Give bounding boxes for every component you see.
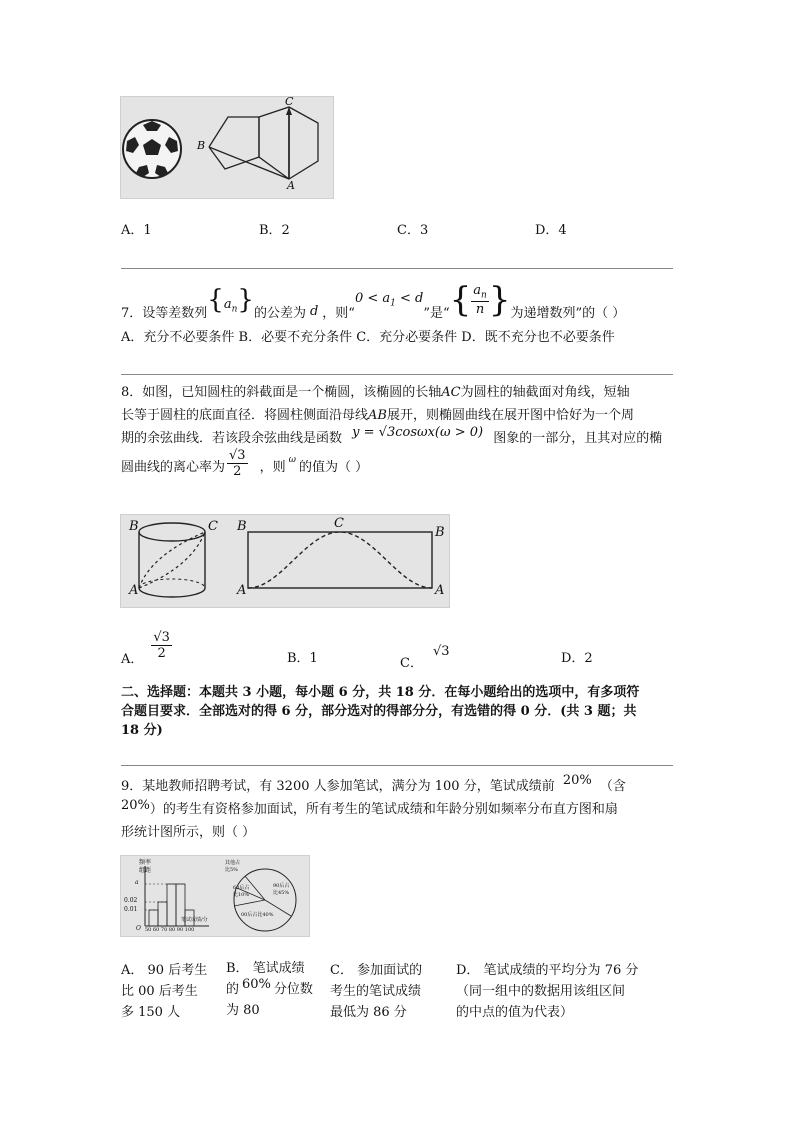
q6-option-c: C．3 <box>397 223 429 238</box>
q6-option-a: A．1 <box>121 223 152 238</box>
fig-label-a2: A <box>237 583 247 598</box>
hist-bar-70-80 <box>167 884 176 926</box>
seq-an: $\{a_n\}$ <box>207 285 254 315</box>
cylinder-unroll-diagram <box>121 515 449 607</box>
q7-options: A．充分不必要条件 B．必要不充分条件 C．充分必要条件 D．既不充分也不必要条件 <box>121 330 615 345</box>
hist-bar-50-60 <box>149 910 158 926</box>
soccer-polyhedron-diagram <box>121 97 333 198</box>
pie-60: 60后占 <box>233 885 250 891</box>
hist-bar-60-70 <box>158 902 167 926</box>
seq-an-over-n: { $\frac{a_n}{n}$ } <box>449 280 511 320</box>
hist-xticks: 50 60 70 80 90 100 <box>145 927 195 933</box>
fig-label-b2: B <box>237 519 247 534</box>
q8-line-2: 长等于圆柱的底面直径．将圆柱侧面沿母线AB展开，则椭圆曲线在展开图中恰好为一个周 <box>121 408 634 423</box>
q8-option-b: B．1 <box>287 651 318 666</box>
hist-y2: 0.01 <box>124 906 138 913</box>
q9-line-3: 形统计图所示，则（ ） <box>121 825 256 840</box>
q8-option-c: C．√3 <box>400 644 450 671</box>
label-a: A <box>287 179 295 192</box>
q6-option-b: B．2 <box>259 223 290 238</box>
fig-label-a3: A <box>435 583 445 598</box>
q8-option-a: A． $\frac{√3}{2}$ <box>121 630 170 667</box>
section2-line-1: 二、选择题：本题共 3 小题，每小题 6 分，共 18 分．在每小题给出的选项中，有多项符 <box>121 685 640 700</box>
q8-line-4: 圆曲线的离心率为 $\frac{√3}{2}$ ，则 ω 的值为（ ） <box>121 448 369 479</box>
fig-label-c2: C <box>334 516 344 531</box>
q8-line-1: 8．如图，已知圆柱的斜截面是一个椭圆，该椭圆的长轴AC为圆柱的轴截面对角线，短轴 <box>121 385 630 400</box>
section2-line-3: 18 分) <box>121 723 163 738</box>
pie-90-pct: 比45% <box>273 890 290 896</box>
divider <box>121 374 673 375</box>
q9-line-1: 9．某地教师招聘考试，有 3200 人参加笔试，满分为 100 分，笔试成绩前 20% （含 <box>121 773 626 794</box>
divider <box>121 765 673 766</box>
q6-figure <box>120 96 334 199</box>
q7-stem: 7．设等差数列 $\{a_n\}$ 的公差为 d ，则“ $0 < a_1 < d$ ”是“ { $\frac{a_n}{n}$ } 为递增数列”的（ ） <box>121 280 626 321</box>
q6-option-d: D．4 <box>535 223 567 238</box>
pie-other: 其他占 <box>225 860 241 866</box>
pie-90: 90后占 <box>273 883 290 889</box>
q9-option-b: B． 笔试成绩 的 60% 分位数 为 80 <box>226 961 313 1018</box>
q8-line-3: 期的余弦曲线．若该段余弦曲线是函数 y = √3cosωx(ω > 0) 图象的一部分，且其对应的椭 <box>121 425 663 446</box>
q9-option-c: C． 参加面试的 考生的笔试成绩 最低为 86 分 <box>330 963 423 1020</box>
fig-label-c: C <box>208 519 218 534</box>
hist-ylabel-2: 组距 <box>139 867 152 874</box>
fig-label-b3: B <box>435 525 445 540</box>
q9-option-d: D． 笔试成绩的平均分为 76 分 （同一组中的数据用该组区间 的中点的值为代表） <box>456 963 639 1020</box>
fig-label-b: B <box>129 519 139 534</box>
q8-figure <box>120 514 450 608</box>
hist-xlabel: 笔试成绩/分 <box>181 917 208 923</box>
eccentricity: $\frac{√3}{2}$ <box>229 448 246 479</box>
fig-label-a: A <box>129 583 139 598</box>
pie-other-pct: 比5% <box>225 867 238 873</box>
q9-line-2: 20%）的考生有资格参加面试，所有考生的笔试成绩和年龄分别如频率分布直方图和扇 <box>121 798 618 817</box>
condition: $0 < a_1 < d$ <box>354 291 424 309</box>
label-b: B <box>197 139 206 152</box>
label-c: C <box>285 95 294 108</box>
q8-option-d: D．2 <box>561 651 593 666</box>
q9-option-a: A． 90 后考生 比 00 后考生 多 150 人 <box>121 963 208 1020</box>
hist-y1: 0.02 <box>124 897 138 904</box>
pie-60-pct: 比10% <box>233 892 250 898</box>
hist-ylabel-1: 频率 <box>139 859 152 866</box>
hist-origin: O <box>136 925 141 932</box>
pie-00: 00后占比40% <box>241 912 274 918</box>
section2-line-2: 合题目要求．全部选对的得 6 分，部分选对的得部分分，有选错的得 0 分．(共 3 题；共 <box>121 704 637 719</box>
divider <box>121 268 673 269</box>
q9-figure <box>120 855 310 937</box>
hist-ya: a <box>135 879 139 886</box>
